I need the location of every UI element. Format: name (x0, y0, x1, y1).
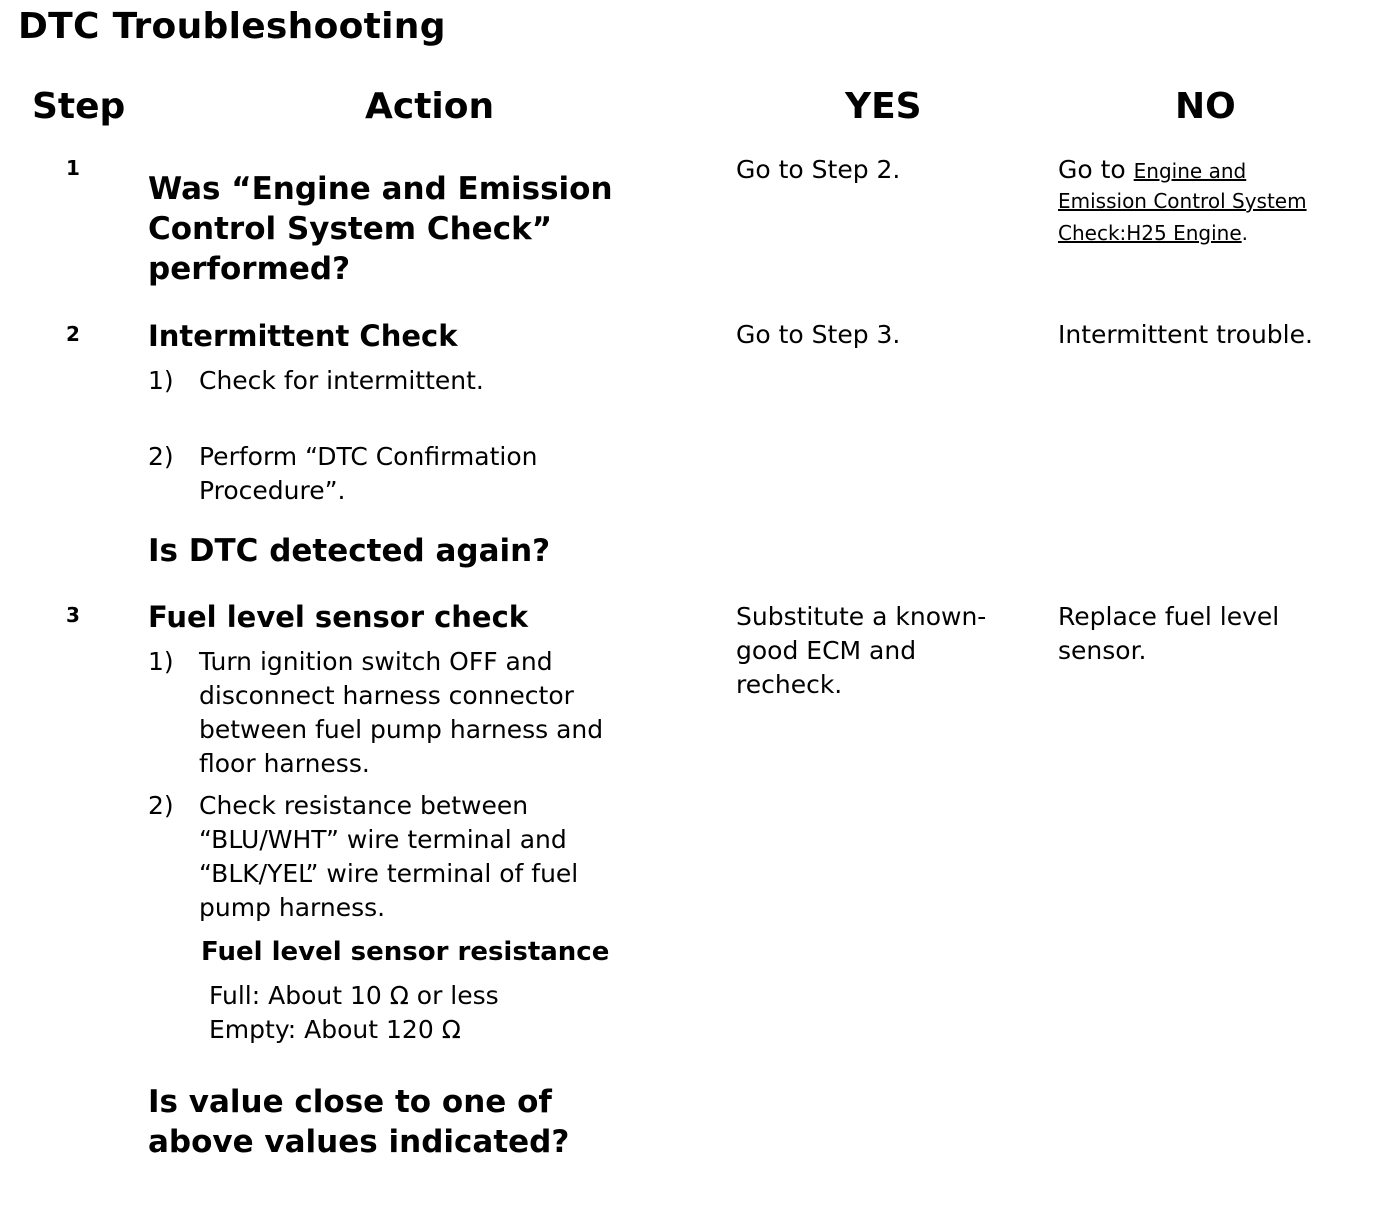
header-yes: YES (845, 86, 922, 127)
spec-value: Full: About 10 Ω or less (209, 981, 499, 1010)
step-heading: Intermittent Check (148, 319, 458, 353)
list-item-number: 2) (148, 442, 174, 471)
question-line: Was “Engine and Emission (148, 171, 613, 207)
list-item-number: 2) (148, 791, 174, 820)
system-check-link[interactable]: Engine and (1133, 159, 1247, 183)
list-item: floor harness. (199, 749, 370, 778)
yes-result: Go to Step 2. (736, 155, 901, 184)
step-question: Is DTC detected again? (148, 533, 551, 569)
list-item: “BLU/WHT” wire terminal and (199, 825, 567, 854)
step-question: above values indicated? (148, 1124, 570, 1160)
step-number: 2 (66, 322, 80, 346)
question-line: performed? (148, 251, 351, 287)
step-question: Is value close to one of (148, 1084, 552, 1120)
header-action: Action (365, 86, 495, 127)
list-item: “BLK/YEL” wire terminal of fuel (199, 859, 579, 888)
no-result: sensor. (1058, 636, 1147, 665)
yes-result: Substitute a known- (736, 602, 987, 631)
spec-value: Empty: About 120 Ω (209, 1015, 461, 1044)
yes-result: good ECM and (736, 636, 917, 665)
step-number: 3 (66, 603, 80, 627)
header-step: Step (32, 86, 126, 127)
list-item: Procedure”. (199, 476, 346, 505)
no-result-line (1058, 219, 1248, 247)
list-item: Perform “DTC Confirmation (199, 442, 538, 471)
list-item: disconnect harness connector (199, 681, 574, 710)
question-line: Control System Check” (148, 211, 553, 247)
header-no: NO (1175, 86, 1236, 127)
list-item: pump harness. (199, 893, 386, 922)
list-item: Turn ignition switch OFF and (199, 647, 553, 676)
list-item: Check for intermittent. (199, 366, 484, 395)
step-number: 1 (66, 156, 80, 180)
list-item: between fuel pump harness and (199, 715, 604, 744)
list-item-number: 1) (148, 366, 174, 395)
no-result (1058, 153, 1246, 187)
system-check-link[interactable]: Check:H25 Engine (1058, 221, 1242, 245)
no-result: Intermittent trouble. (1058, 320, 1313, 349)
spec-title: Fuel level sensor resistance (201, 937, 610, 967)
page-title: DTC Troubleshooting (18, 6, 446, 47)
no-result: Replace fuel level (1058, 602, 1280, 631)
yes-result: recheck. (736, 670, 843, 699)
yes-result: Go to Step 3. (736, 320, 901, 349)
no-suffix: . (1241, 221, 1249, 245)
system-check-link[interactable]: Emission Control System (1058, 189, 1307, 213)
step-heading: Fuel level sensor check (148, 600, 529, 634)
list-item: Check resistance between (199, 791, 529, 820)
list-item-number: 1) (148, 647, 174, 676)
no-prefix: Go to (1058, 155, 1134, 184)
